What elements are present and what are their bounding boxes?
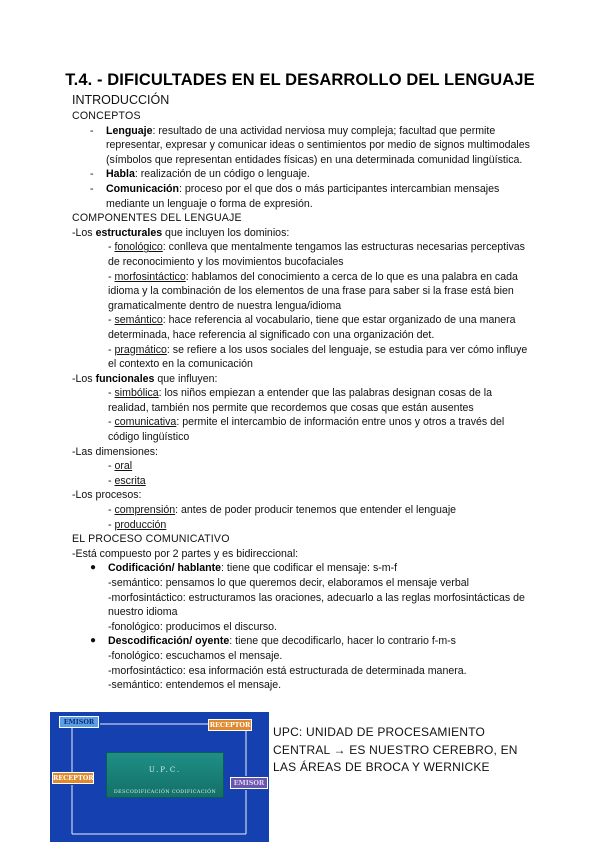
proceso-heading: EL PROCESO COMUNICATIVO xyxy=(72,533,230,546)
list-item: - producción xyxy=(108,518,167,531)
list-item: - fonológico: conlleva que mentalmente tengamos las estructuras necesarias perceptivas de reconocimiento y los movimientos bucofaciales xyxy=(108,241,525,268)
list-item: -fonológico: producimos el discurso. xyxy=(108,620,277,633)
conceptos-heading: CONCEPTOS xyxy=(72,110,141,122)
list-item: -morfosintáctico: esa información está estructurada de determinada manera. xyxy=(108,664,467,677)
list-item: -semántico: pensamos lo que queremos decir, elaboramos el mensaje verbal xyxy=(108,577,469,589)
list-item: ● Codificación/ hablante: tiene que codificar el mensaje: s-m-f xyxy=(90,562,398,575)
upc-box: U.P.C. DESCODIFICACIÓN CODIFICACIÓN xyxy=(106,752,224,798)
emisor-label: EMISOR xyxy=(59,716,99,728)
term-habla: Habla xyxy=(106,168,135,181)
procesos-line: -Los procesos: xyxy=(72,489,142,502)
componentes-heading: COMPONENTES DEL LENGUAJE xyxy=(72,212,242,225)
list-item: - pragmático: se refiere a los usos sociales del lenguaje, se estudia para ver cómo influye el contexto en la comunicación xyxy=(108,343,528,371)
list-item: -morfosintáctico: estructuramos las oraciones, adecuarlo a las reglas morfosintácticas de nuestro idioma xyxy=(108,591,525,619)
dimensiones-line: -Las dimensiones: xyxy=(72,445,158,458)
list-item: - escrita xyxy=(108,474,146,487)
list-item: - Habla: realización de un código o lenguaje. xyxy=(90,168,310,181)
list-item: - oral xyxy=(108,460,133,473)
list-item: - morfosintáctico: hablamos del conocimiento a cerca de lo que es una palabra en cada idioma y la combinación de los elementos de una frase para saber si la frase está bien gramaticalmente dentro de nuestra lengua/idioma xyxy=(108,270,518,312)
emisor-label: EMISOR xyxy=(230,777,268,789)
estructurales-line: -Los estructurales que incluyen los dominios: xyxy=(72,226,290,239)
list-item: -semántico: entendemos el mensaje. xyxy=(108,679,282,692)
receptor-label: RECEPTOR xyxy=(209,721,251,729)
list-item: - simbólica: los niños empiezan a entender que las palabras designan cosas de la realidad, también nos permite que recordemos que cosas que están ausentes xyxy=(108,387,492,414)
term-lenguaje: Lenguaje xyxy=(106,124,153,137)
list-item: - comprensión: antes de poder producir tenemos que entender el lenguaje xyxy=(108,504,457,517)
term-comunicacion: Comunicación xyxy=(106,182,179,195)
upc-note: UPC: UNIDAD DE PROCESAMIENTO CENTRAL → ES NUESTRO CEREBRO, EN LAS ÁREAS DE BROCA Y WERNICKE xyxy=(273,725,518,774)
list-item: ● Descodificación/ oyente: tiene que decodificarlo, hacer lo contrario f-m-s xyxy=(90,635,456,648)
list-item: - semántico: hace referencia al vocabulario, tiene que estar organizado de una manera determinada, hace referencia al significado con una organización det. xyxy=(108,314,516,341)
communication-diagram xyxy=(50,712,269,842)
receptor-label: RECEPTOR xyxy=(53,774,94,782)
page-title: T.4. - DIFICULTADES EN EL DESARROLLO DEL LENGUAJE xyxy=(65,71,535,89)
list-item: -fonológico: escuchamos el mensaje. xyxy=(108,649,283,662)
list-item: - Lenguaje: resultado de una actividad nerviosa muy compleja; facultad que permite representar, expresar y comunicar ideas o sentimientos por medio de signos multimodales (símbolos que representan entidades físicas) en una determinada comunidad lingüística. xyxy=(90,124,530,166)
document-body xyxy=(72,93,532,693)
intro-heading: INTRODUCCIÓN xyxy=(72,93,170,107)
proceso-intro: -Está compuesto por 2 partes y es bidireccional: xyxy=(72,547,299,560)
funcionales-line: -Los funcionales que influyen: xyxy=(72,372,218,385)
list-item: - Comunicación: proceso por el que dos o más participantes intercambian mensajes mediante un lenguaje o forma de expresión. xyxy=(90,182,500,210)
list-item: - comunicativa: permite el intercambio de información entre unos y otros a través del código lingüístico xyxy=(108,416,505,444)
